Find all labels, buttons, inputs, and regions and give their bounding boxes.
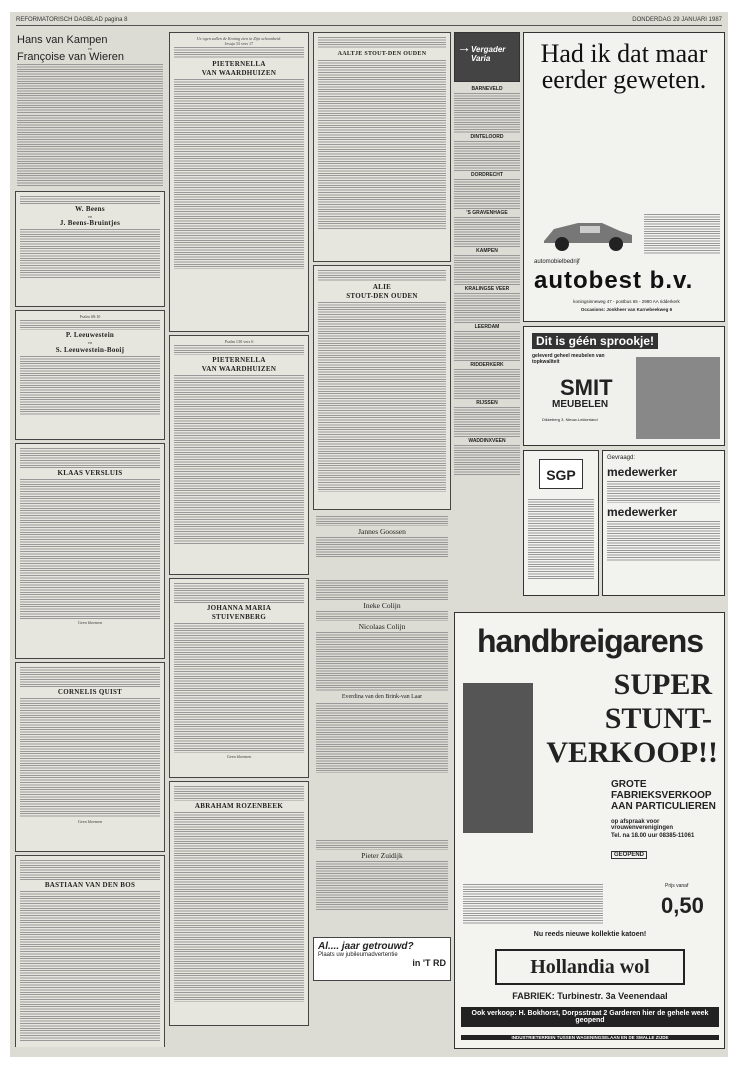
ineke-name: Ineke Colijn — [363, 601, 401, 610]
church-5: LEERDAM — [474, 324, 500, 330]
beens-name: W. Beens — [75, 205, 105, 214]
column-4 — [454, 32, 520, 612]
autobest-address: koningsinneweg 47 - postbus 65 - 2980 AA ridderkerk — [573, 299, 680, 304]
church-0: DINTELOORD — [470, 134, 504, 140]
ad-autobest — [523, 32, 725, 322]
industrieterrein: INDUSTRIETERREIN TUSSEN WAGENINGSELAAN EN DE SMALLE ZIJDE — [461, 1035, 719, 1040]
pieternella-2: PIETERNELLA — [212, 356, 266, 365]
church-barneveld: BARNEVELD — [471, 86, 503, 92]
psalm-130: Psalm 130 vers 6 — [224, 339, 254, 344]
waardhuizen-2: VAN WAARDHUIZEN — [201, 365, 277, 374]
column-2 — [169, 32, 309, 1047]
church-1: DORDRECHT — [471, 172, 503, 178]
geen-bloemen-1: Geen bloemen — [77, 620, 103, 626]
hand-verkoop: VERKOOP!! — [546, 736, 718, 769]
aaltje-name: AALTJE STOUT-DEN OUDEN — [337, 51, 427, 57]
medewerker-1: medewerker — [607, 465, 678, 479]
pieternella-1: PIETERNELLA — [212, 60, 266, 69]
ook-verkoop: Ook verkoop: H. Bokhorst, Dorpsstraat 2 Garderen hier de gehele week geopend — [461, 1007, 719, 1027]
leeuwestein-name: P. Leeuwestein — [65, 331, 115, 340]
pieter-name: Pieter Zuidijk — [361, 851, 403, 860]
alie-lastname: STOUT-DEN OUDEN — [346, 292, 418, 300]
ad-sgp — [523, 450, 599, 596]
vergader-varia-logo — [454, 32, 520, 82]
hand-price: 0,50 — [661, 893, 704, 918]
header-left: REFORMATORISCH DAGBLAD pagina 8 — [16, 17, 128, 23]
conj-en: en — [88, 46, 92, 51]
yarn-image — [463, 683, 533, 833]
autobest-occasions: Occasions: Jonkheer van Karnebeekweg 6 — [580, 307, 673, 312]
church-list — [454, 86, 520, 475]
geen-bloemen-3: Geen bloemen — [226, 754, 252, 759]
notice-zuidijk — [313, 837, 451, 937]
smit-sub: geleverd geheel meubelen van topkwaliteit — [532, 353, 605, 365]
church-8: WADDINXVEEN — [468, 438, 506, 444]
church-6: RIDDERKERK — [470, 362, 504, 368]
ad-gevraagd — [602, 450, 725, 596]
church-4: KRALINGSE VEER — [464, 286, 510, 292]
leeuwestein-en: en — [88, 340, 92, 346]
nicolaas-name: Nicolaas Colijn — [358, 622, 406, 631]
smit-title: Dit is géén sprookje! — [532, 333, 658, 349]
notice-goossen — [313, 513, 451, 577]
obituary-aaltje — [313, 32, 451, 262]
jubileum-ad — [313, 937, 451, 981]
getrouwd-rd: in 'T RD — [412, 958, 446, 968]
hand-nieuwe: Nu reeds nieuwe kollektie katoen! — [533, 931, 647, 938]
getrouwd-sub: Plaats uw jubileumadvertentie — [318, 952, 398, 958]
autobest-logo: autobest b.v. — [534, 267, 694, 294]
column-3 — [313, 32, 451, 1047]
hand-tel: Tel. na 18.00 uur 08385-11061 — [611, 833, 695, 839]
obituary-versluis — [15, 443, 165, 659]
hand-geopend: GEOPEND — [611, 851, 647, 859]
obituary-waardhuizen-1 — [169, 32, 309, 332]
fabriek-address: FABRIEK: Turbinestr. 3a Veenendaal — [512, 991, 668, 1001]
quote-jesaja: Ue ogen zullen de Koning zien in Zijn schoonheid. — [196, 36, 282, 41]
ad-handbreigarens — [454, 612, 725, 1049]
beens-en: en — [88, 214, 92, 220]
jannes-name: Jannes Goossen — [358, 527, 406, 536]
getrouwd-title: Al.... jaar getrouwd? — [318, 941, 414, 952]
hand-super: SUPER — [613, 668, 712, 701]
beens-bride: J. Beens-Bruintjes — [59, 219, 121, 228]
gevraagd-label: Gevraagd: — [607, 455, 636, 461]
vandenbos-name: BASTIAAN VAN DEN BOS — [44, 881, 136, 890]
autobest-title: Had ik dat maar eerder geweten. — [540, 39, 708, 94]
obituary-quist — [15, 662, 165, 852]
bride-name: Françoise van Wieren — [17, 51, 124, 64]
vergader-text: Vergader Varia — [471, 45, 506, 63]
hand-stunt: STUNT- — [604, 702, 712, 735]
alie-name: ALIE — [372, 283, 392, 291]
newspaper-page — [10, 12, 728, 1057]
medewerker-2: medewerker — [607, 505, 678, 519]
column-1 — [15, 32, 165, 1047]
announcement-beens — [15, 191, 165, 307]
hand-prijs: Prijs vanaf — [665, 883, 689, 889]
church-2: 'S GRAVENHAGE — [466, 210, 508, 216]
smit-address: Dikkeberg 3, Nieuw-Lekkerland — [542, 417, 598, 422]
quote-ref: Jesaja 33 vers 17 — [224, 41, 254, 47]
hand-afspraak: op afspraak voor vrouwenverenigingen — [611, 819, 674, 831]
johanna-name: JOHANNA MARIA — [206, 604, 272, 612]
arrow-icon: → — [457, 39, 471, 55]
ad-smit — [523, 326, 725, 446]
psalm-ref: Psalm 68:10 — [79, 314, 101, 320]
quist-name: CORNELIS QUIST — [57, 688, 123, 697]
header-right: DONDERDAG 29 JANUARI 1987 — [632, 17, 722, 23]
leeuwestein-bride: S. Leeuwestein-Booij — [55, 345, 125, 354]
versluis-name: KLAAS VERSLUIS — [57, 469, 123, 478]
waardhuizen-1: VAN WAARDHUIZEN — [201, 69, 277, 78]
obituary-vandenbos — [15, 855, 165, 1047]
page-header — [16, 16, 722, 26]
obituary-rozenbeek — [169, 781, 309, 1026]
sgp-logo: SGP — [539, 459, 583, 489]
notice-colijn — [313, 577, 451, 837]
car-icon — [540, 211, 636, 253]
hand-grote: GROTE FABRIEKSVERKOOP AAN PARTICULIEREN — [611, 779, 716, 812]
stuivenberg-name: STUIVENBERG — [211, 613, 267, 621]
furniture-image — [636, 357, 720, 439]
obituary-waardhuizen-2 — [169, 335, 309, 575]
announcement-marriage — [15, 32, 165, 191]
abraham-name: ABRAHAM ROZENBEEK — [194, 802, 284, 810]
groom-name: Hans van Kampen — [17, 34, 108, 46]
announcement-leeuwestein — [15, 310, 165, 440]
smit-meubelen: MEUBELEN — [552, 399, 609, 410]
geen-bloemen-2: Geen bloemen — [77, 819, 103, 825]
smit-name: SMIT — [560, 375, 613, 400]
autobest-small: automobielbedrijf — [534, 259, 580, 265]
everdina-name: Everdina van den Brink-van Laar — [341, 694, 423, 700]
church-3: KAMPEN — [476, 248, 498, 254]
hand-title: handbreigarens — [476, 623, 704, 659]
hollandia-logo: Hollandia wol — [495, 949, 685, 985]
obituary-alie — [313, 265, 451, 510]
obituary-stuivenberg — [169, 578, 309, 778]
church-7: RIJSSEN — [476, 400, 498, 406]
